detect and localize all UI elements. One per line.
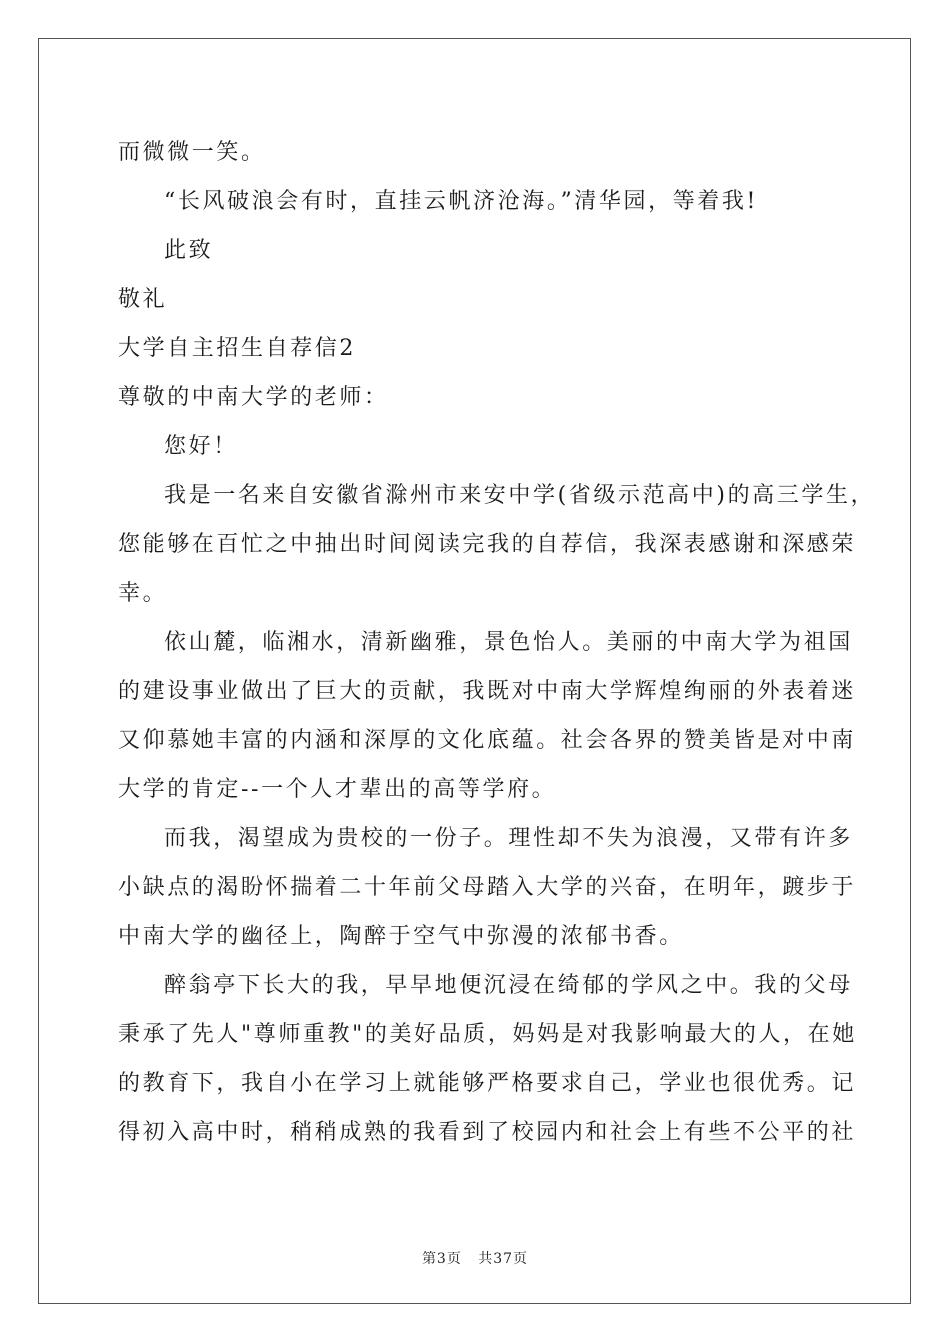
text-line: 您能够在百忙之中抽出时间阅读完我的自荐信，我深表感谢和深感荣 — [118, 532, 857, 557]
page-total: 共37页 — [478, 1251, 529, 1267]
text-line: 尊敬的中南大学的老师： — [118, 385, 389, 410]
text-line: 小缺点的渴盼怀揣着二十年前父母踏入大学的兴奋，在明年，踱步于 — [118, 875, 857, 900]
text-line: 大学的肯定--一个人才辈出的高等学府。 — [118, 777, 557, 802]
text-line: “长风破浪会有时，直挂云帆济沧海。”清华园，等着我! — [164, 189, 758, 214]
text-line: 我是一名来自安徽省滁州市来安中学(省级示范高中)的高三学生， — [164, 483, 876, 508]
text-line: 中南大学的幽径上，陶醉于空气中弥漫的浓郁书香。 — [118, 924, 684, 949]
text-line: 秉承了先人"尊师重教"的美好品质，妈妈是对我影响最大的人，在她 — [118, 1022, 857, 1047]
text-line: 大学自主招生自荐信2 — [118, 336, 356, 361]
text-line: 敬礼 — [118, 287, 168, 312]
text-line: 的建设事业做出了巨大的贡献，我既对中南大学辉煌绚丽的外表着迷 — [118, 679, 857, 704]
page-footer — [0, 1248, 950, 1268]
text-line: 依山麓，临湘水，清新幽雅，景色怡人。美丽的中南大学为祖国 — [164, 630, 853, 655]
text-line: 您好！ — [164, 434, 238, 459]
text-line: 又仰慕她丰富的内涵和深厚的文化底蕴。社会各界的赞美皆是对中南 — [118, 728, 857, 753]
text-line: 醉翁亭下长大的我，早早地便沉浸在绮郁的学风之中。我的父母 — [164, 973, 853, 998]
text-line: 的教育下，我自小在学习上就能够严格要求自己，学业也很优秀。记 — [118, 1071, 857, 1096]
text-line: 幸。 — [118, 581, 168, 606]
text-line: 而我，渴望成为贵校的一份子。理性却不失为浪漫，又带有许多 — [164, 826, 853, 851]
text-line: 得初入高中时，稍稍成熟的我看到了校园内和社会上有些不公平的社 — [118, 1120, 857, 1145]
text-line: 此致 — [164, 238, 214, 263]
document-body — [118, 128, 876, 1157]
page-number: 第3页 — [421, 1251, 462, 1267]
text-line: 而微微一笑。 — [118, 140, 266, 165]
